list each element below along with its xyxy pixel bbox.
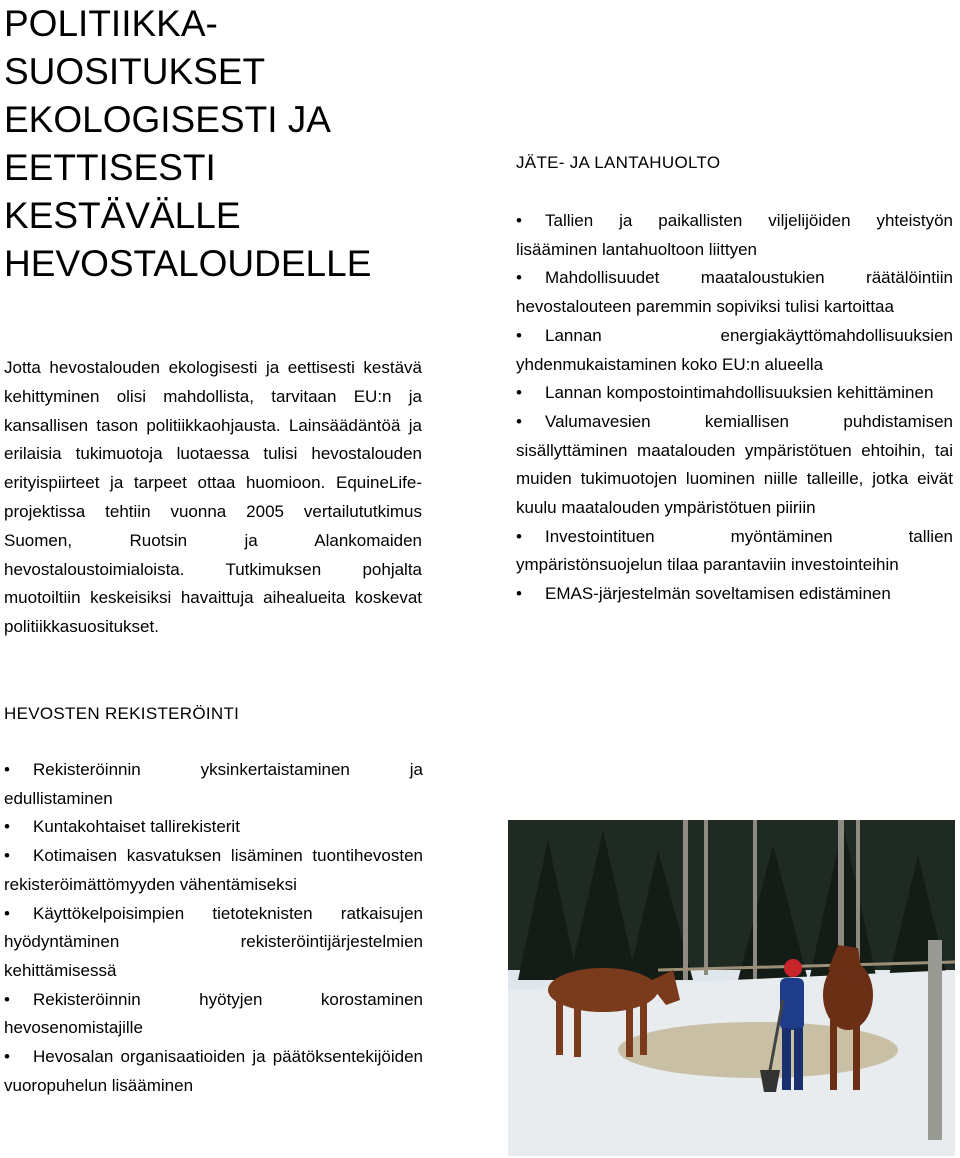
photo-gate bbox=[928, 940, 942, 1140]
list-item bbox=[516, 379, 953, 408]
horses-photo bbox=[508, 820, 955, 1156]
bullet-icon: • bbox=[4, 846, 10, 866]
bullet-icon: • bbox=[4, 903, 10, 923]
list-item-text: Kuntakohtaiset tallirekisterit bbox=[33, 817, 240, 837]
waste-heading: JÄTE- JA LANTAHUOLTO bbox=[516, 153, 721, 172]
title-line: HEVOSTALOUDELLE bbox=[4, 243, 372, 284]
list-item bbox=[4, 842, 423, 899]
bullet-icon: • bbox=[516, 383, 522, 403]
bullet-icon: • bbox=[516, 411, 522, 431]
bullet-icon: • bbox=[516, 325, 522, 345]
list-item-text: Lannan kompostointimahdollisuuksien kehittäminen bbox=[545, 383, 934, 403]
list-item bbox=[516, 580, 953, 609]
list-item bbox=[4, 813, 423, 842]
bullet-icon: • bbox=[4, 1047, 10, 1067]
photo-forest bbox=[508, 820, 955, 970]
list-item bbox=[516, 322, 953, 379]
list-item-text: Valumavesien kemiallisen puhdistamisen sisällyttäminen maatalouden ympäristötuen ehtoihin, tai muiden tukimuotojen luominen niille talleille, jotka eivät kuulu maatalouden ympäristötuen piiriin bbox=[516, 411, 953, 518]
list-item bbox=[4, 900, 423, 986]
list-item-text: Käyttökelpoisimpien tietoteknisten ratkaisujen hyödyntäminen rekisteröintijärjestelmien kehittämisessä bbox=[4, 903, 423, 980]
registry-heading: HEVOSTEN REKISTERÖINTI bbox=[4, 704, 240, 723]
list-item bbox=[516, 408, 953, 523]
bullet-icon: • bbox=[516, 526, 522, 546]
bullet-icon: • bbox=[4, 989, 10, 1009]
registry-list bbox=[4, 756, 423, 1100]
intro-paragraph: Jotta hevostalouden ekologisesti ja eettisesti kestävä kehittyminen olisi mahdollista, tarvitaan EU:n ja kansallisen tason politiikkaohjausta. Lainsäädäntöä ja erilaisia tukimuotoja luotaessa tulisi hevostalouden erityispiirteet ja tarpeet ottaa huomioon. EquineLife-projektissa tehtiin vuonna 2005 vertailututkimus Suomen, Ruotsin ja Alankomaiden hevostaloustoimialoista. Tutkimuksen pohjalta muotoiltiin keskeisiksi havaittuja aihealueita koskevat politiikkasuositukset. bbox=[4, 358, 422, 637]
title-line: EKOLOGISESTI JA bbox=[4, 99, 331, 140]
photo-horses-snow-icon bbox=[508, 820, 955, 1156]
page-title bbox=[4, 0, 444, 288]
bullet-icon: • bbox=[516, 211, 522, 230]
title-line: EETTISESTI bbox=[4, 147, 216, 188]
list-item bbox=[516, 264, 953, 321]
bullet-icon: • bbox=[516, 268, 522, 288]
title-line: SUOSITUKSET bbox=[4, 51, 266, 92]
waste-list bbox=[516, 207, 953, 609]
list-item-text: Kotimaisen kasvatuksen lisäminen tuontihevosten rekisteröimättömyyden vähentämiseksi bbox=[4, 846, 423, 894]
bullet-icon: • bbox=[4, 760, 10, 779]
title-line: KESTÄVÄLLE bbox=[4, 195, 241, 236]
list-item-text: Lannan energiakäyttömahdollisuuksien yhdenmukaistaminen koko EU:n alueella bbox=[516, 325, 953, 374]
list-item bbox=[4, 756, 423, 813]
list-item bbox=[4, 1043, 423, 1100]
title-line: POLITIIKKA- bbox=[4, 3, 218, 44]
list-item bbox=[4, 986, 423, 1043]
list-item-text: Hevosalan organisaatioiden ja päätöksentekijöiden vuoropuhelun lisääminen bbox=[4, 1047, 423, 1095]
list-item bbox=[516, 207, 953, 264]
list-item bbox=[516, 523, 953, 580]
bullet-icon: • bbox=[4, 817, 10, 837]
list-item-text: Tallien ja paikallisten viljelijöiden yhteistyön lisääminen lantahuoltoon liittyen bbox=[516, 211, 953, 259]
list-item-text: Mahdollisuudet maataloustukien räätälöintiin hevostalouteen paremmin sopiviksi tulisi kartoittaa bbox=[516, 268, 953, 317]
list-item-text: Investointituen myöntäminen tallien ympäristönsuojelun tilaa parantaviin investointeihin bbox=[516, 526, 953, 575]
list-item-text: Rekisteröinnin hyötyjen korostaminen hevosenomistajille bbox=[4, 989, 423, 1038]
list-item-text: Rekisteröinnin yksinkertaistaminen ja edullistaminen bbox=[4, 760, 423, 808]
list-item-text: EMAS-järjestelmän soveltamisen edistäminen bbox=[545, 584, 891, 604]
bullet-icon: • bbox=[516, 584, 522, 604]
